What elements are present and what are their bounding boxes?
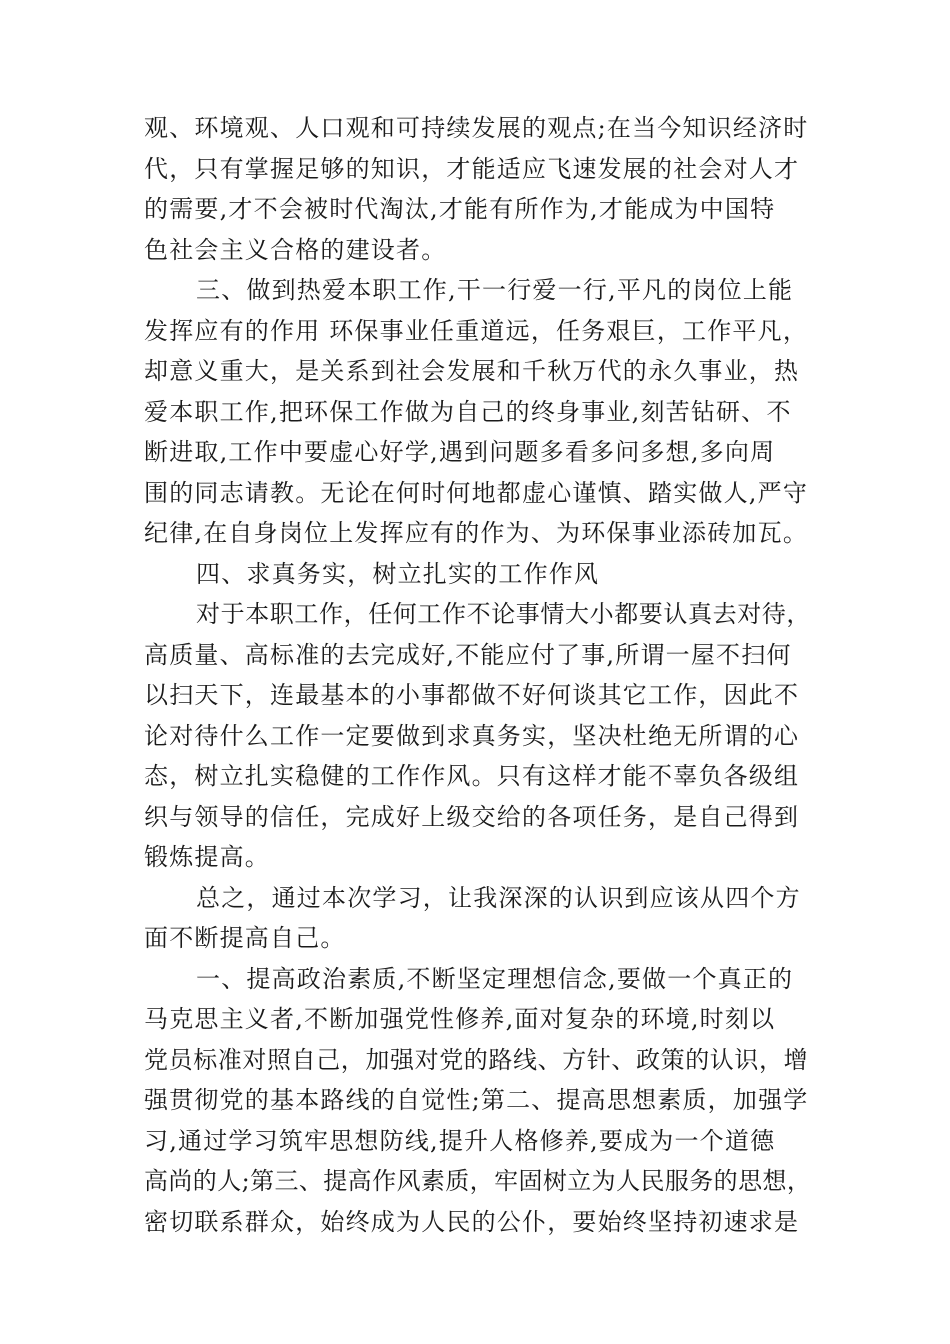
text-line: 习,通过学习筑牢思想防线,提升人格修养,要成为一个道德: [144, 1126, 776, 1155]
paragraph-first-line: 总之，通过本次学习，让我深深的认识到应该从四个方: [196, 883, 801, 912]
text-line: 密切联系群众，始终成为人民的公仆，要始终坚持初速求是: [144, 1207, 800, 1236]
text-line: 却意义重大，是关系到社会发展和千秋万代的永久事业，热: [144, 357, 800, 385]
text-line: 高尚的人;第三、提高作风素质，牢固树立为人民服务的思想，: [144, 1167, 812, 1195]
text-line: 马克思主义者,不断加强党性修养,面对复杂的环境,时刻以: [144, 1005, 776, 1033]
text-line: 论对待什么工作一定要做到求真务实，坚决杜绝无所谓的心: [144, 721, 800, 750]
text-line: 强贯彻党的基本路线的自觉性;第二、提高思想素质，加强学: [144, 1086, 809, 1114]
text-line: 色社会主义合格的建设者。: [144, 235, 447, 264]
text-line: 以扫天下，连最基本的小事都做不好何谈其它工作，因此不: [144, 681, 800, 709]
text-line: 观、环境观、人口观和可持续发展的观点;在当今知识经济时: [144, 114, 809, 142]
document-body-text: [144, 108, 812, 1242]
text-line: 代，只有掌握足够的知识，才能适应飞速发展的社会对人才: [144, 154, 800, 183]
paragraph-first-line: 四、求真务实，树立扎实的工作作风: [196, 559, 600, 588]
text-line: 发挥应有的作用 环保事业任重道远，任务艰巨，工作平凡，: [144, 316, 809, 345]
paragraph-first-line: 对于本职工作，任何工作不论事情大小都要认真去对待，: [196, 600, 811, 628]
text-line: 高质量、高标准的去完成好,不能应付了事,所谓一屋不扫何: [144, 640, 792, 669]
text-line: 面不断提高自己。: [144, 924, 346, 952]
text-line: 态，树立扎实稳健的工作作风。只有这样才能不辜负各级组: [144, 762, 800, 790]
paragraph-first-line: 一、提高政治素质,不断坚定理想信念,要做一个真正的: [196, 964, 794, 993]
text-line: 爱本职工作,把环保工作做为自己的终身事业,刻苦钻研、不: [144, 397, 792, 426]
text-line: 党员标准对照自己，加强对党的路线、方针、政策的认识，增: [144, 1045, 809, 1074]
text-line: 织与领导的信任，完成好上级交给的各项任务，是自己得到: [144, 802, 800, 831]
paragraph-first-line: 三、做到热爱本职工作,干一行爱一行,平凡的岗位上能: [196, 276, 794, 304]
text-line: 围的同志请教。无论在何时何地都虚心谨慎、踏实做人,严守: [144, 478, 809, 507]
text-line: 断进取,工作中要虚心好学,遇到问题多看多问多想,多向周: [144, 438, 776, 466]
text-line: 的需要,才不会被时代淘汰,才能有所作为,才能成为中国特: [144, 195, 776, 223]
text-line: 纪律,在自身岗位上发挥应有的作为、为环保事业添砖加瓦。: [144, 519, 809, 547]
text-line: 锻炼提高。: [144, 843, 270, 871]
